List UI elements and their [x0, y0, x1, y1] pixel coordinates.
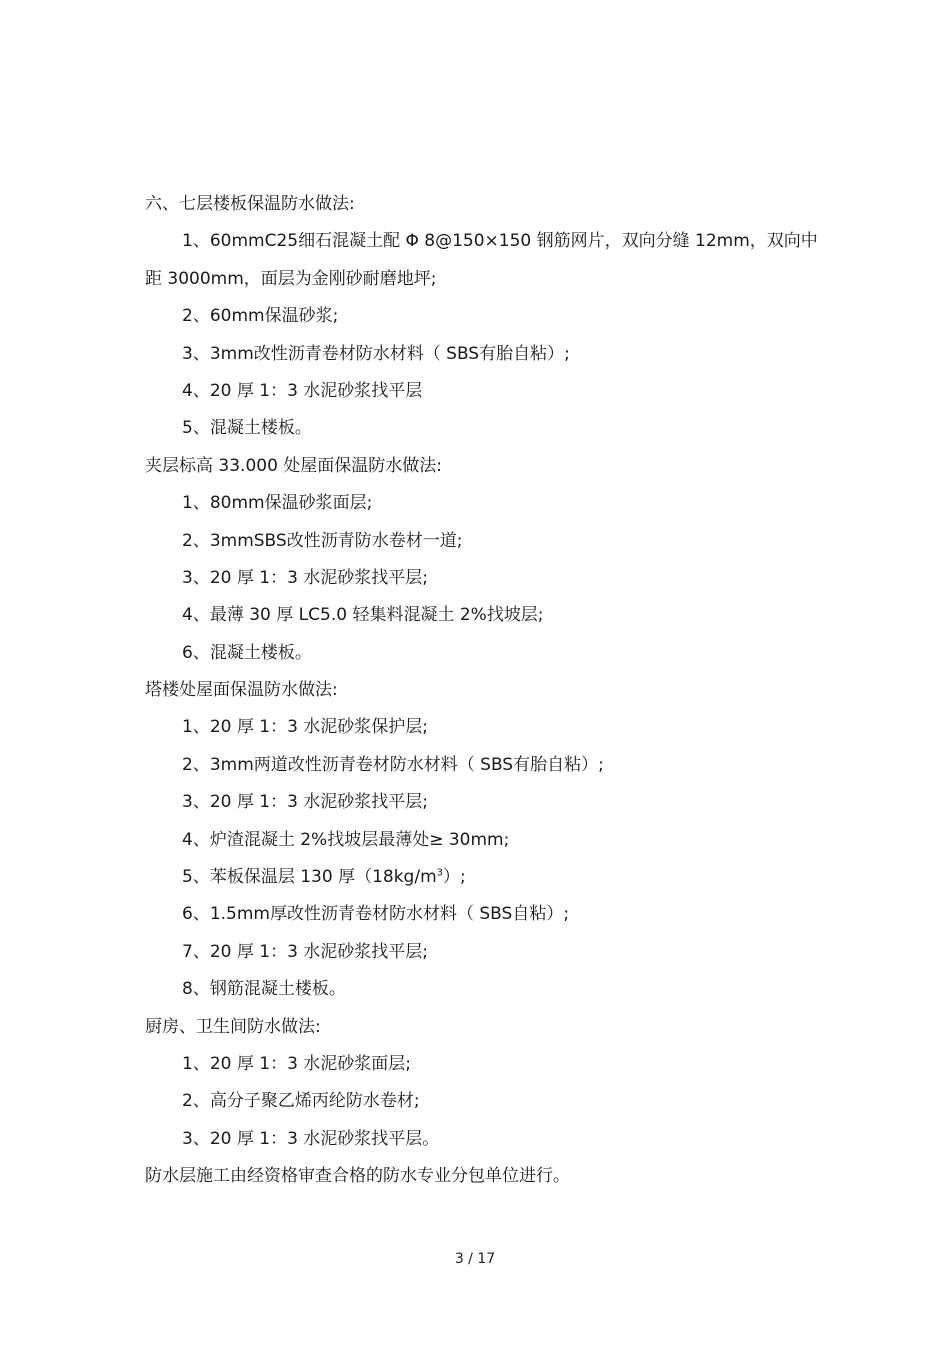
list-item: 4、最薄 30 厚 LC5.0 轻集料混凝土 2%找坡层;: [182, 605, 544, 626]
list-item: 6、1.5mm厚改性沥青卷材防水材料（ SBS自粘）;: [182, 904, 570, 925]
list-item: 3、20 厚 1：3 水泥砂浆找平层;: [182, 792, 429, 813]
list-item: 1、20 厚 1：3 水泥砂浆保护层;: [182, 717, 429, 738]
list-item: 2、高分子聚乙烯丙纶防水卷材;: [182, 1091, 420, 1112]
list-item: 4、20 厚 1：3 水泥砂浆找平层: [182, 380, 423, 401]
section-heading: 夹层标高 33.000 处屋面保温防水做法:: [145, 455, 443, 476]
list-item: 3、3mm改性沥青卷材防水材料（ SBS有胎自粘）;: [182, 343, 570, 364]
superscript-exponent: 3: [436, 867, 444, 879]
list-item-continuation: 距 3000mm，面层为金刚砂耐磨地坪;: [145, 268, 437, 289]
page-number: 3 / 17: [454, 1251, 496, 1267]
list-item-text: 5、苯板保温层 130 厚（18kg/m: [182, 867, 437, 888]
list-item: 4、炉渣混凝土 2%找坡层最薄处≥ 30mm;: [182, 829, 510, 850]
list-item: 2、60mm保温砂浆;: [182, 306, 339, 327]
closing-paragraph: 防水层施工由经资格审查合格的防水专业分包单位进行。: [145, 1166, 570, 1187]
list-item: 2、3mm两道改性沥青卷材防水材料（ SBS有胎自粘）;: [182, 754, 604, 775]
list-item: 1、20 厚 1：3 水泥砂浆面层;: [182, 1053, 412, 1074]
list-item-density: [145, 859, 825, 896]
list-item: 1、80mm保温砂浆面层;: [182, 493, 373, 514]
list-item-tail: ）;: [443, 867, 466, 888]
list-item: 8、钢筋混凝土楼板。: [182, 979, 346, 1000]
section-heading: 六、七层楼板保温防水做法:: [145, 194, 355, 214]
list-item: 3、20 厚 1：3 水泥砂浆找平层。: [182, 1128, 440, 1149]
section-heading: 厨房、卫生间防水做法:: [145, 1016, 321, 1037]
list-item: 6、混凝土楼板。: [182, 642, 312, 663]
list-item: 3、20 厚 1：3 水泥砂浆找平层;: [182, 567, 429, 588]
section-heading: 塔楼处屋面保温防水做法:: [145, 680, 338, 701]
list-item: 2、3mmSBS改性沥青防水卷材一道;: [182, 530, 463, 551]
list-item: 5、混凝土楼板。: [182, 418, 312, 439]
list-item: 7、20 厚 1：3 水泥砂浆找平层;: [182, 941, 429, 962]
list-item: 1、60mmC25细石混凝土配 Φ 8@150×150 钢筋网片，双向分缝 12mm，双向中: [182, 231, 818, 252]
page-content: [145, 186, 825, 1196]
